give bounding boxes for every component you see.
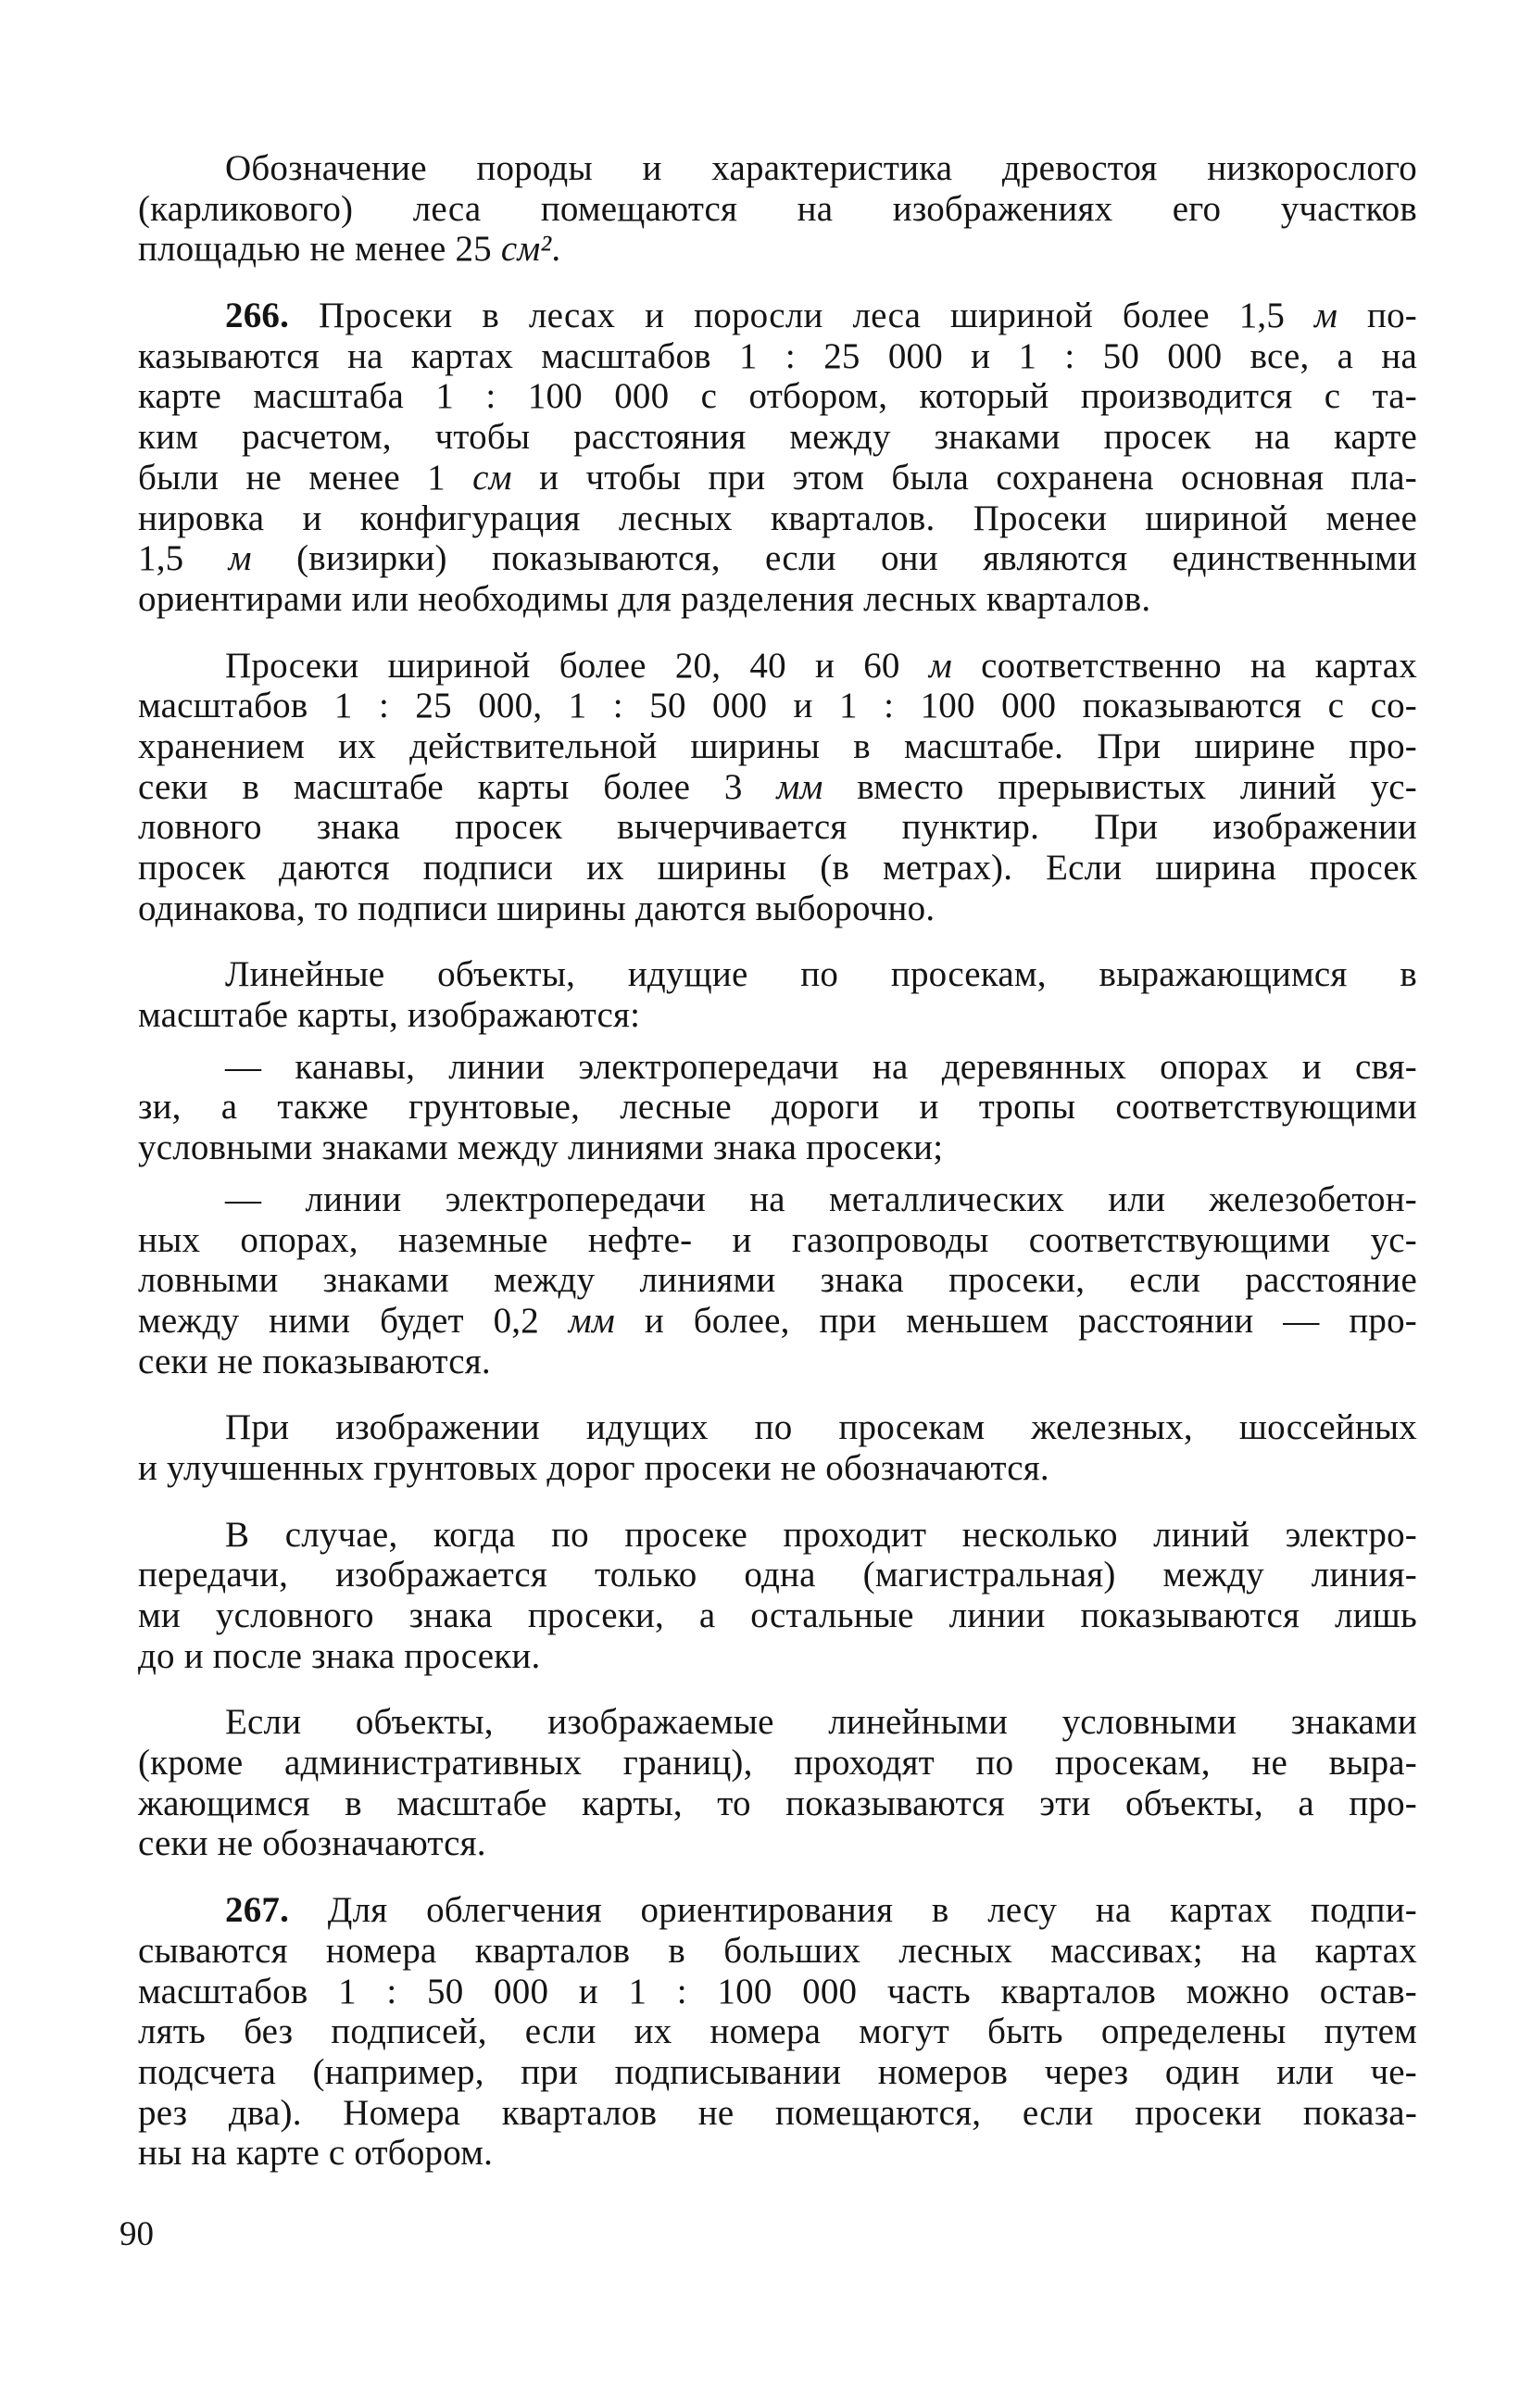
text-segment: просек даются подписи их ширины (в метрах). Если ширина просек <box>138 848 1417 888</box>
unit-text: см² <box>500 229 552 270</box>
text-segment: хранением их действительной ширины в масштабе. При ширине про- <box>138 725 1417 766</box>
text-line <box>138 1220 1417 1261</box>
text-segment: Просеки шириной более 20, 40 и 60 <box>225 645 929 686</box>
text-line <box>138 538 1417 579</box>
text-segment: площадью не менее 25 <box>138 229 501 270</box>
text-segment: и более, при меньшем расстоянии — про- <box>614 1300 1417 1341</box>
text-line <box>138 417 1417 458</box>
text-line <box>138 1972 1417 2012</box>
text-segment: масштабов 1 : 50 000 и 1 : 100 000 часть кварталов можно остав- <box>138 1971 1417 2011</box>
unit-text: м <box>928 645 952 686</box>
text-segment: вместо прерывистых линий ус- <box>823 766 1417 807</box>
text-segment: и чтобы при этом была сохранена основная пла- <box>511 457 1417 498</box>
paragraph <box>138 148 1417 270</box>
text-line <box>138 2011 1417 2052</box>
text-segment: рез два). Номера кварталов не помещаются, если просеки показа- <box>138 2092 1417 2133</box>
text-line <box>138 1342 1417 1382</box>
text-segment: (визирки) показываются, если они являются единственными <box>251 538 1417 579</box>
paragraph <box>138 296 1417 620</box>
text-line <box>138 1743 1417 1784</box>
paragraph <box>138 1407 1417 1488</box>
text-segment: — линии электропередачи на металлических или железобетон- <box>225 1179 1417 1219</box>
unit-text: см <box>472 457 512 498</box>
unit-text: м <box>228 538 252 579</box>
text-segment: нировка и конфигурация лесных кварталов. Просеки шириной менее <box>138 498 1417 538</box>
text-line <box>138 1823 1417 1864</box>
text-line <box>138 376 1417 417</box>
text-segment: Если объекты, изображаемые линейными условными знаками <box>225 1702 1417 1743</box>
text-segment: передачи, изображается только одна (магистральная) между линия- <box>138 1555 1417 1595</box>
text-line <box>138 1407 1417 1448</box>
text-segment: В случае, когда по просеке проходит несколько линий электро- <box>225 1514 1417 1555</box>
text-segment: ми условного знака просеки, а остальные линии показываются лишь <box>138 1595 1417 1635</box>
text-segment: ных опорах, наземные нефте- и газопроводы соответствующими ус- <box>138 1219 1417 1260</box>
text-segment: Для облегчения ориентирования в лесу на картах подпи- <box>289 1890 1417 1931</box>
text-line <box>138 229 1417 270</box>
text-line <box>138 1515 1417 1556</box>
text-segment: масштабе карты, изображаются: <box>138 995 641 1036</box>
text-segment: лять без подписей, если их номера могут быть определены путем <box>138 2011 1417 2052</box>
text-segment: условными знаками между линиями знака просеки; <box>138 1128 944 1168</box>
text-segment: сываются номера кварталов в больших лесных массивах; на картах <box>138 1930 1417 1971</box>
section-number: 267. <box>225 1890 290 1931</box>
text-line <box>138 336 1417 377</box>
paragraph <box>138 1890 1417 2174</box>
text-line <box>138 2052 1417 2093</box>
text-line <box>138 1636 1417 1677</box>
unit-text: мм <box>776 766 823 807</box>
text-line <box>138 889 1417 929</box>
text-line <box>138 646 1417 687</box>
text-segment: до и после знака просеки. <box>138 1635 541 1676</box>
text-segment: подсчета (например, при подписывании номеров через один или че- <box>138 2051 1417 2092</box>
paragraph <box>138 1515 1417 1677</box>
text-line <box>138 1931 1417 1972</box>
list-item-paragraph <box>138 1179 1417 1381</box>
text-line <box>138 2093 1417 2134</box>
page-body <box>138 148 1417 2174</box>
text-line <box>138 1784 1417 1824</box>
page-number: 90 <box>119 2215 154 2253</box>
text-segment: между ними будет 0,2 <box>138 1300 569 1341</box>
text-line <box>138 1555 1417 1595</box>
text-segment: . <box>551 229 561 270</box>
text-segment: 1,5 <box>138 538 229 579</box>
text-segment: казываются на картах масштабов 1 : 25 000 и 1 : 50 000 все, а на <box>138 335 1417 376</box>
text-segment: секи не показываются. <box>138 1341 491 1381</box>
unit-text: м <box>1314 296 1338 336</box>
text-segment: и улучшенных грунтовых дорог просеки не обозначаются. <box>138 1447 1049 1488</box>
text-line <box>138 726 1417 767</box>
text-segment: соответственно на картах <box>951 645 1417 686</box>
text-line <box>138 1087 1417 1128</box>
text-line <box>138 1702 1417 1743</box>
text-segment: ориентирами или необходимы для разделения лесных кварталов. <box>138 578 1151 619</box>
text-line <box>138 767 1417 808</box>
text-line <box>138 148 1417 189</box>
text-segment: Обозначение породы и характеристика древостоя низкорослого <box>225 148 1417 188</box>
text-line <box>138 1128 1417 1168</box>
text-segment: карте масштаба 1 : 100 000 с отбором, который производится с та- <box>138 376 1417 417</box>
text-segment: секи в масштабе карты более 3 <box>138 766 777 807</box>
text-segment: по- <box>1337 296 1417 336</box>
text-segment: Линейные объекты, идущие по просекам, выражающимся в <box>225 954 1417 995</box>
paragraph <box>138 954 1417 1035</box>
text-line <box>138 1448 1417 1489</box>
text-segment: ким расчетом, чтобы расстояния между знаками просек на карте <box>138 417 1417 458</box>
text-line <box>138 579 1417 620</box>
text-line <box>138 1890 1417 1931</box>
unit-text: мм <box>568 1300 615 1341</box>
text-line <box>138 954 1417 995</box>
text-line <box>138 1179 1417 1220</box>
text-segment: — канавы, линии электропередачи на деревянных опорах и свя- <box>225 1046 1417 1087</box>
text-segment: масштабов 1 : 25 000, 1 : 50 000 и 1 : 100 000 показываются с со- <box>138 686 1417 726</box>
text-line <box>138 1301 1417 1342</box>
text-segment: (кроме административных границ), проходят по просекам, не выра- <box>138 1743 1417 1784</box>
text-segment: одинакова, то подписи ширины даются выборочно. <box>138 888 936 928</box>
section-number: 266. <box>225 296 290 336</box>
text-segment: жающимся в масштабе карты, то показываются эти объекты, а про- <box>138 1783 1417 1823</box>
text-line <box>138 458 1417 498</box>
text-line <box>138 296 1417 336</box>
text-line <box>138 2133 1417 2174</box>
text-line <box>138 1595 1417 1636</box>
text-line <box>138 498 1417 539</box>
text-segment: секи не обозначаются. <box>138 1823 486 1864</box>
text-line <box>138 848 1417 889</box>
paragraph <box>138 646 1417 929</box>
text-line <box>138 686 1417 726</box>
text-segment: ловными знаками между линиями знака просеки, если расстояние <box>138 1260 1417 1301</box>
text-segment: зи, а также грунтовые, лесные дороги и тропы соответствующими <box>138 1087 1417 1128</box>
text-segment: были не менее 1 <box>138 457 473 498</box>
list-item-paragraph <box>138 1047 1417 1168</box>
text-line <box>138 807 1417 848</box>
text-segment: (карликового) леса помещаются на изображениях его участков <box>138 188 1417 229</box>
text-segment: Просеки в лесах и поросли леса шириной более 1,5 <box>289 296 1314 336</box>
paragraph <box>138 1702 1417 1864</box>
text-line <box>138 995 1417 1036</box>
text-segment: ны на карте с отбором. <box>138 2133 494 2174</box>
text-line <box>138 189 1417 230</box>
text-segment: ловного знака просек вычерчивается пунктир. При изображении <box>138 807 1417 848</box>
text-segment: При изображении идущих по просекам железных, шоссейных <box>225 1407 1417 1448</box>
text-line <box>138 1047 1417 1088</box>
text-line <box>138 1260 1417 1301</box>
